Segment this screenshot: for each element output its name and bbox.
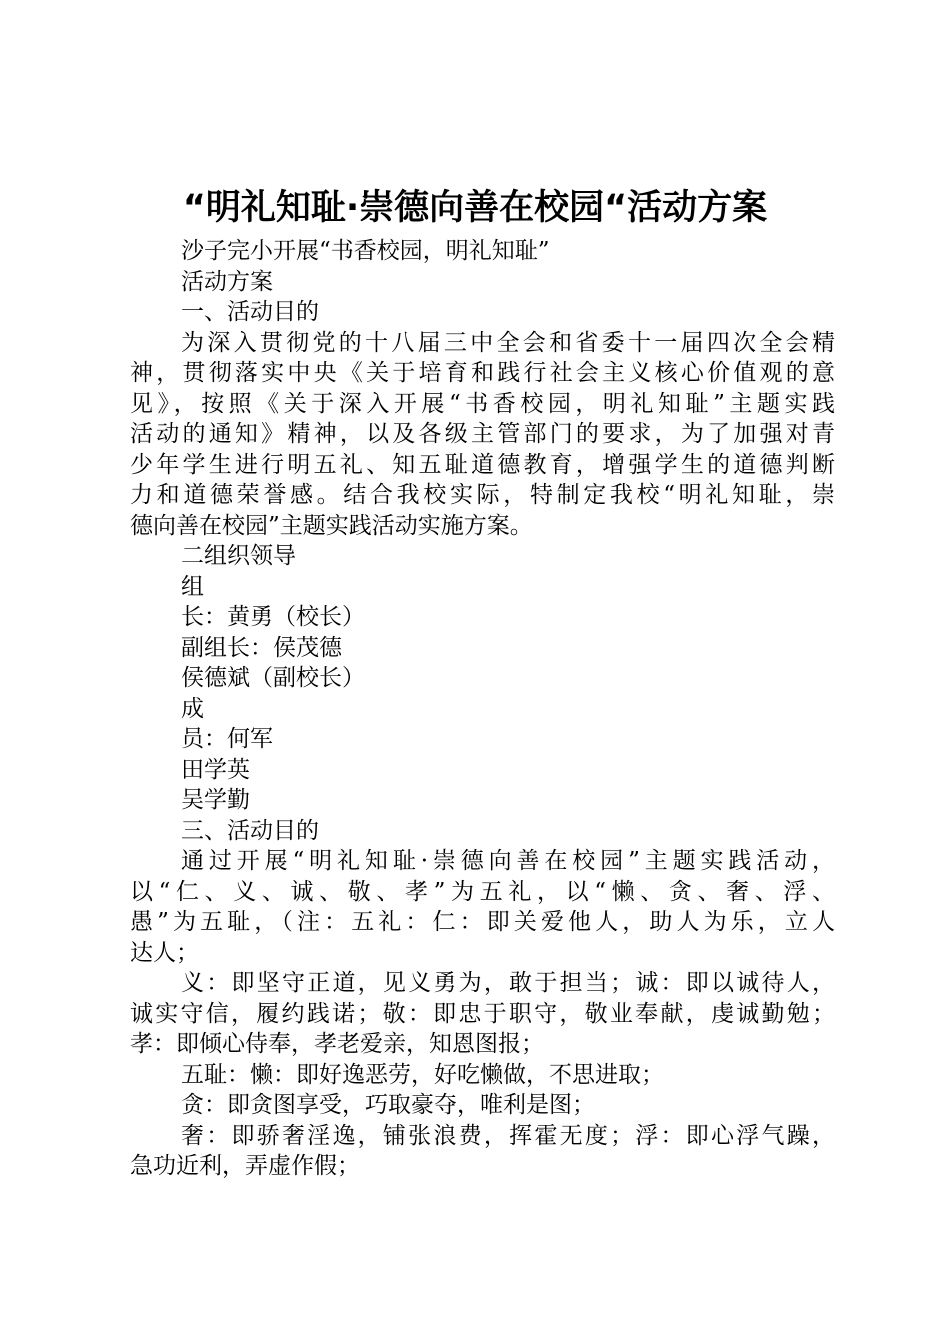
paragraph-line: 田学英 — [181, 756, 250, 783]
paragraph-line: 贪：即贪图享受，巧取豪夺，唯利是图； — [181, 1092, 595, 1118]
section-heading: 三、活动目的 — [181, 817, 319, 844]
paragraph-line: 孝：即倾心侍奉，孝老爱亲，知恩图报； — [130, 1031, 544, 1057]
paragraph-line: 吴学勤 — [181, 787, 250, 813]
paragraph-line: 力和道德荣誉感。结合我校实际，特制定我校“明礼知耻，崇 — [130, 482, 835, 508]
paragraph-line: 急功近利，弄虚作假； — [130, 1153, 360, 1179]
paragraph-line: 少年学生进行明五礼、知五耻道德教育，增强学生的道德判断 — [130, 451, 835, 478]
paragraph-line: 为深入贯彻党的十八届三中全会和省委十一届四次全会精 — [181, 329, 835, 356]
section-heading: 二组织领导 — [181, 543, 296, 569]
paragraph-line: 沙子完小开展“书香校园，明礼知耻” — [181, 238, 550, 264]
paragraph-line: 以“仁、义、诚、敬、孝”为五礼，以“懒、贪、奢、浮、 — [130, 878, 835, 905]
paragraph-line: 员：何军 — [181, 726, 273, 752]
paragraph-line: 愚”为五耻，（注：五礼：仁：即关爱他人，助人为乐，立人 — [130, 909, 835, 935]
paragraph-line: 成 — [181, 695, 204, 722]
paragraph-line: 达人； — [130, 939, 199, 966]
paragraph-line: 副组长：侯茂德 — [181, 634, 342, 661]
paragraph-line: 奢：即骄奢淫逸，铺张浪费，挥霍无度；浮：即心浮气躁， — [181, 1122, 835, 1149]
paragraph-line: 活动的通知》精神，以及各级主管部门的要求，为了加强对青 — [130, 421, 835, 447]
paragraph-line: 诚实守信，履约践诺；敬：即忠于职守，敬业奉献，虔诚勤勉； — [130, 1000, 835, 1027]
paragraph-line: 五耻：懒：即好逸恶劳，好吃懒做，不思进取； — [181, 1061, 664, 1088]
paragraph-line: 长：黄勇（校长） — [181, 604, 365, 630]
document-title: “明礼知耻·崇德向善在校园“活动方案 — [182, 188, 768, 228]
paragraph-line: 见》，按照《关于深入开展“书香校园，明礼知耻”主题实践 — [130, 390, 835, 417]
paragraph-line: 侯德斌（副校长） — [181, 665, 365, 691]
section-heading: 一、活动目的 — [181, 299, 319, 325]
paragraph-line: 德向善在校园”主题实践活动实施方案。 — [130, 512, 533, 539]
paragraph-line: 通过开展“明礼知耻·崇德向善在校园”主题实践活动， — [181, 848, 835, 874]
paragraph-line: 组 — [181, 573, 204, 600]
paragraph-line: 义：即坚守正道，见义勇为，敢于担当；诚：即以诚待人， — [181, 970, 835, 996]
document-body — [130, 236, 835, 1182]
paragraph-line: 活动方案 — [181, 268, 273, 295]
paragraph-line: 神，贯彻落实中央《关于培育和践行社会主义核心价值观的意 — [130, 360, 835, 386]
